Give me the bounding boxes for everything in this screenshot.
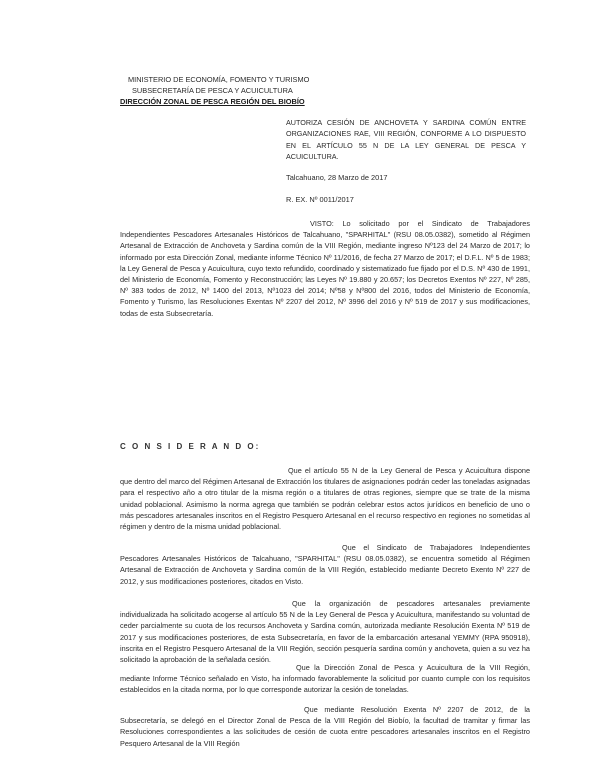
considerando-heading: C O N S I D E R A N D O: [120, 442, 261, 451]
considerando-paragraph-1 [120, 465, 530, 532]
paragraph-text: la Subsecretaría, se delegó en el Director Zonal de Pesca de la VIII Región del Biobío, la facultad de tramitar y firmar las Resoluciones correspondientes a las solicitudes de cesión de cuota entre pescadores artesanales inscritos en el Registro Pesquero Artesanal de la VIII Región [120, 705, 530, 748]
resolution-number: R. EX. Nº 0011/2017 [286, 195, 354, 204]
paragraph-lead: Que la Dirección Zonal de Pesca y Acuicultura de la VIII [296, 663, 501, 672]
visto-text: Independientes Pescadores Artesanales Históricos de Talcahuano, "SPARHITAL" (RSU 08.05.0382), sometido al Régimen Artesanal de Extracción de Anchoveta y Sardina común de la VIII Región, mediante ingreso Nº123 del 24 Marzo de 2017; lo informado por esta Dirección Zonal, mediante informe Técnico Nº 11/2016, de fecha 27 Marzo de 2017; el D.F.L. Nº 5 de 1983; la Ley General de Pesca y Acuicultura, cuyo texto refundido, coordinado y sistematizado fue fijado por el D.S. Nº 430 de 1991, del Ministerio de Economía, Fomento y Reconstrucción; las Leyes Nº 19.880 y 20.657; los Decretos Exentos Nº 227, Nº 285, Nº 383 todos de 2012, Nº 1400 del 2013, Nº1023 del 2014; Nº58 y Nº800 del 2016, todos del Ministerio de Economía, Fomento y Turismo, las Resoluciones Exentas Nº 2207 del 2012, Nº 3996 del 2016 y Nº 519 de 2017 y sus modificaciones, todas de esta Subsecretaría. [120, 230, 530, 318]
visto-lead: VISTO: Lo solicitado por el Sindicato de Trabajadores [310, 219, 530, 228]
paragraph-lead: Que el artículo 55 N de la Ley General de Pesca y [288, 466, 463, 475]
paragraph-lead: Que mediante Resolución Exenta Nº 2207 de 2012, de [304, 705, 518, 714]
considerando-paragraph-2 [120, 542, 530, 587]
office-name: DIRECCIÓN ZONAL DE PESCA REGIÓN DEL BIOBÍO [120, 97, 305, 106]
letterhead [120, 74, 360, 107]
considerando-paragraph-3 [120, 598, 530, 665]
considerando-paragraph-5 [120, 704, 530, 749]
paragraph-text: Pescadores Artesanales Históricos de Talcahuano, "SPARHITAL" (RSU 08.05.0382), se encuentra sometido al Régimen Artesanal de Extracción de Anchoveta y Sardina común de la VIII Región, establecido mediante Decreto Exento Nº 227 de 2012, y sus modificaciones posteriores, citados en Visto. [120, 554, 530, 586]
date-line: Talcahuano, 28 Marzo de 2017 [286, 173, 388, 182]
paragraph-lead: Que el Sindicato de Trabajadores Independientes [342, 543, 530, 552]
considerando-paragraph-4 [120, 662, 530, 696]
ministry-name: MINISTERIO DE ECONOMÍA, FOMENTO Y TURISMO [128, 75, 310, 84]
paragraph-text: previamente individualizada ha solicitado acogerse al artículo 55 N de la Ley General de Pesca y Acuicultura, manifestando su voluntad de ceder parcialmente su cuota de los recursos Anchoveta y Sardina común, autorizada mediante Resolución Exenta Nº 519 de 2017 y sus modificaciones posteriores, de esta Subsecretaría, en favor de la embarcación artesanal YEMMY (RPA 950918), inscrita en el Registro Pesquero Artesanal de la VIII Región, sección pesquería sardina común y anchoveta, quien a su vez ha solicitado la aprobación de la señalada cesión. [120, 599, 530, 665]
visto-paragraph [120, 218, 530, 319]
paragraph-lead: Que la organización de pescadores artesanales [292, 599, 481, 608]
paragraph-text: Región, mediante Informe Técnico señalado en Visto, ha informado favorablemente la solicitud por cuanto cumple con los requisitos establecidos en la citada norma, por lo que corresponde autorizar la cesión de toneladas. [120, 663, 530, 695]
undersecretary-name: SUBSECRETARÍA DE PESCA Y ACUICULTURA [132, 86, 293, 95]
resolution-subject: AUTORIZA CESIÓN DE ANCHOVETA Y SARDINA COMÚN ENTRE ORGANIZACIONES RAE, VIII REGIÓN, CONFORME A LO DISPUESTO EN EL ARTÍCULO 55 N DE LA LEY GENERAL DE PESCA Y ACUICULTURA. [286, 118, 526, 162]
paragraph-text: Acuicultura dispone que dentro del marco del Régimen Artesanal de Extracción los titulares de asignaciones podrán ceder las toneladas asignadas para el respectivo año a otro titular de la misma región o a titulares de otras regiones, siempre que se trate de la misma unidad poblacional. Asimismo la norma agrega que también se podrán celebrar estos actos jurídicos en beneficio de uno o más pescadores artesanales inscritos en el Registro Pesquero Artesanal en el recurso respectivo en regiones no sometidas al régimen y dentro de la misma unidad poblacional. [120, 466, 531, 532]
